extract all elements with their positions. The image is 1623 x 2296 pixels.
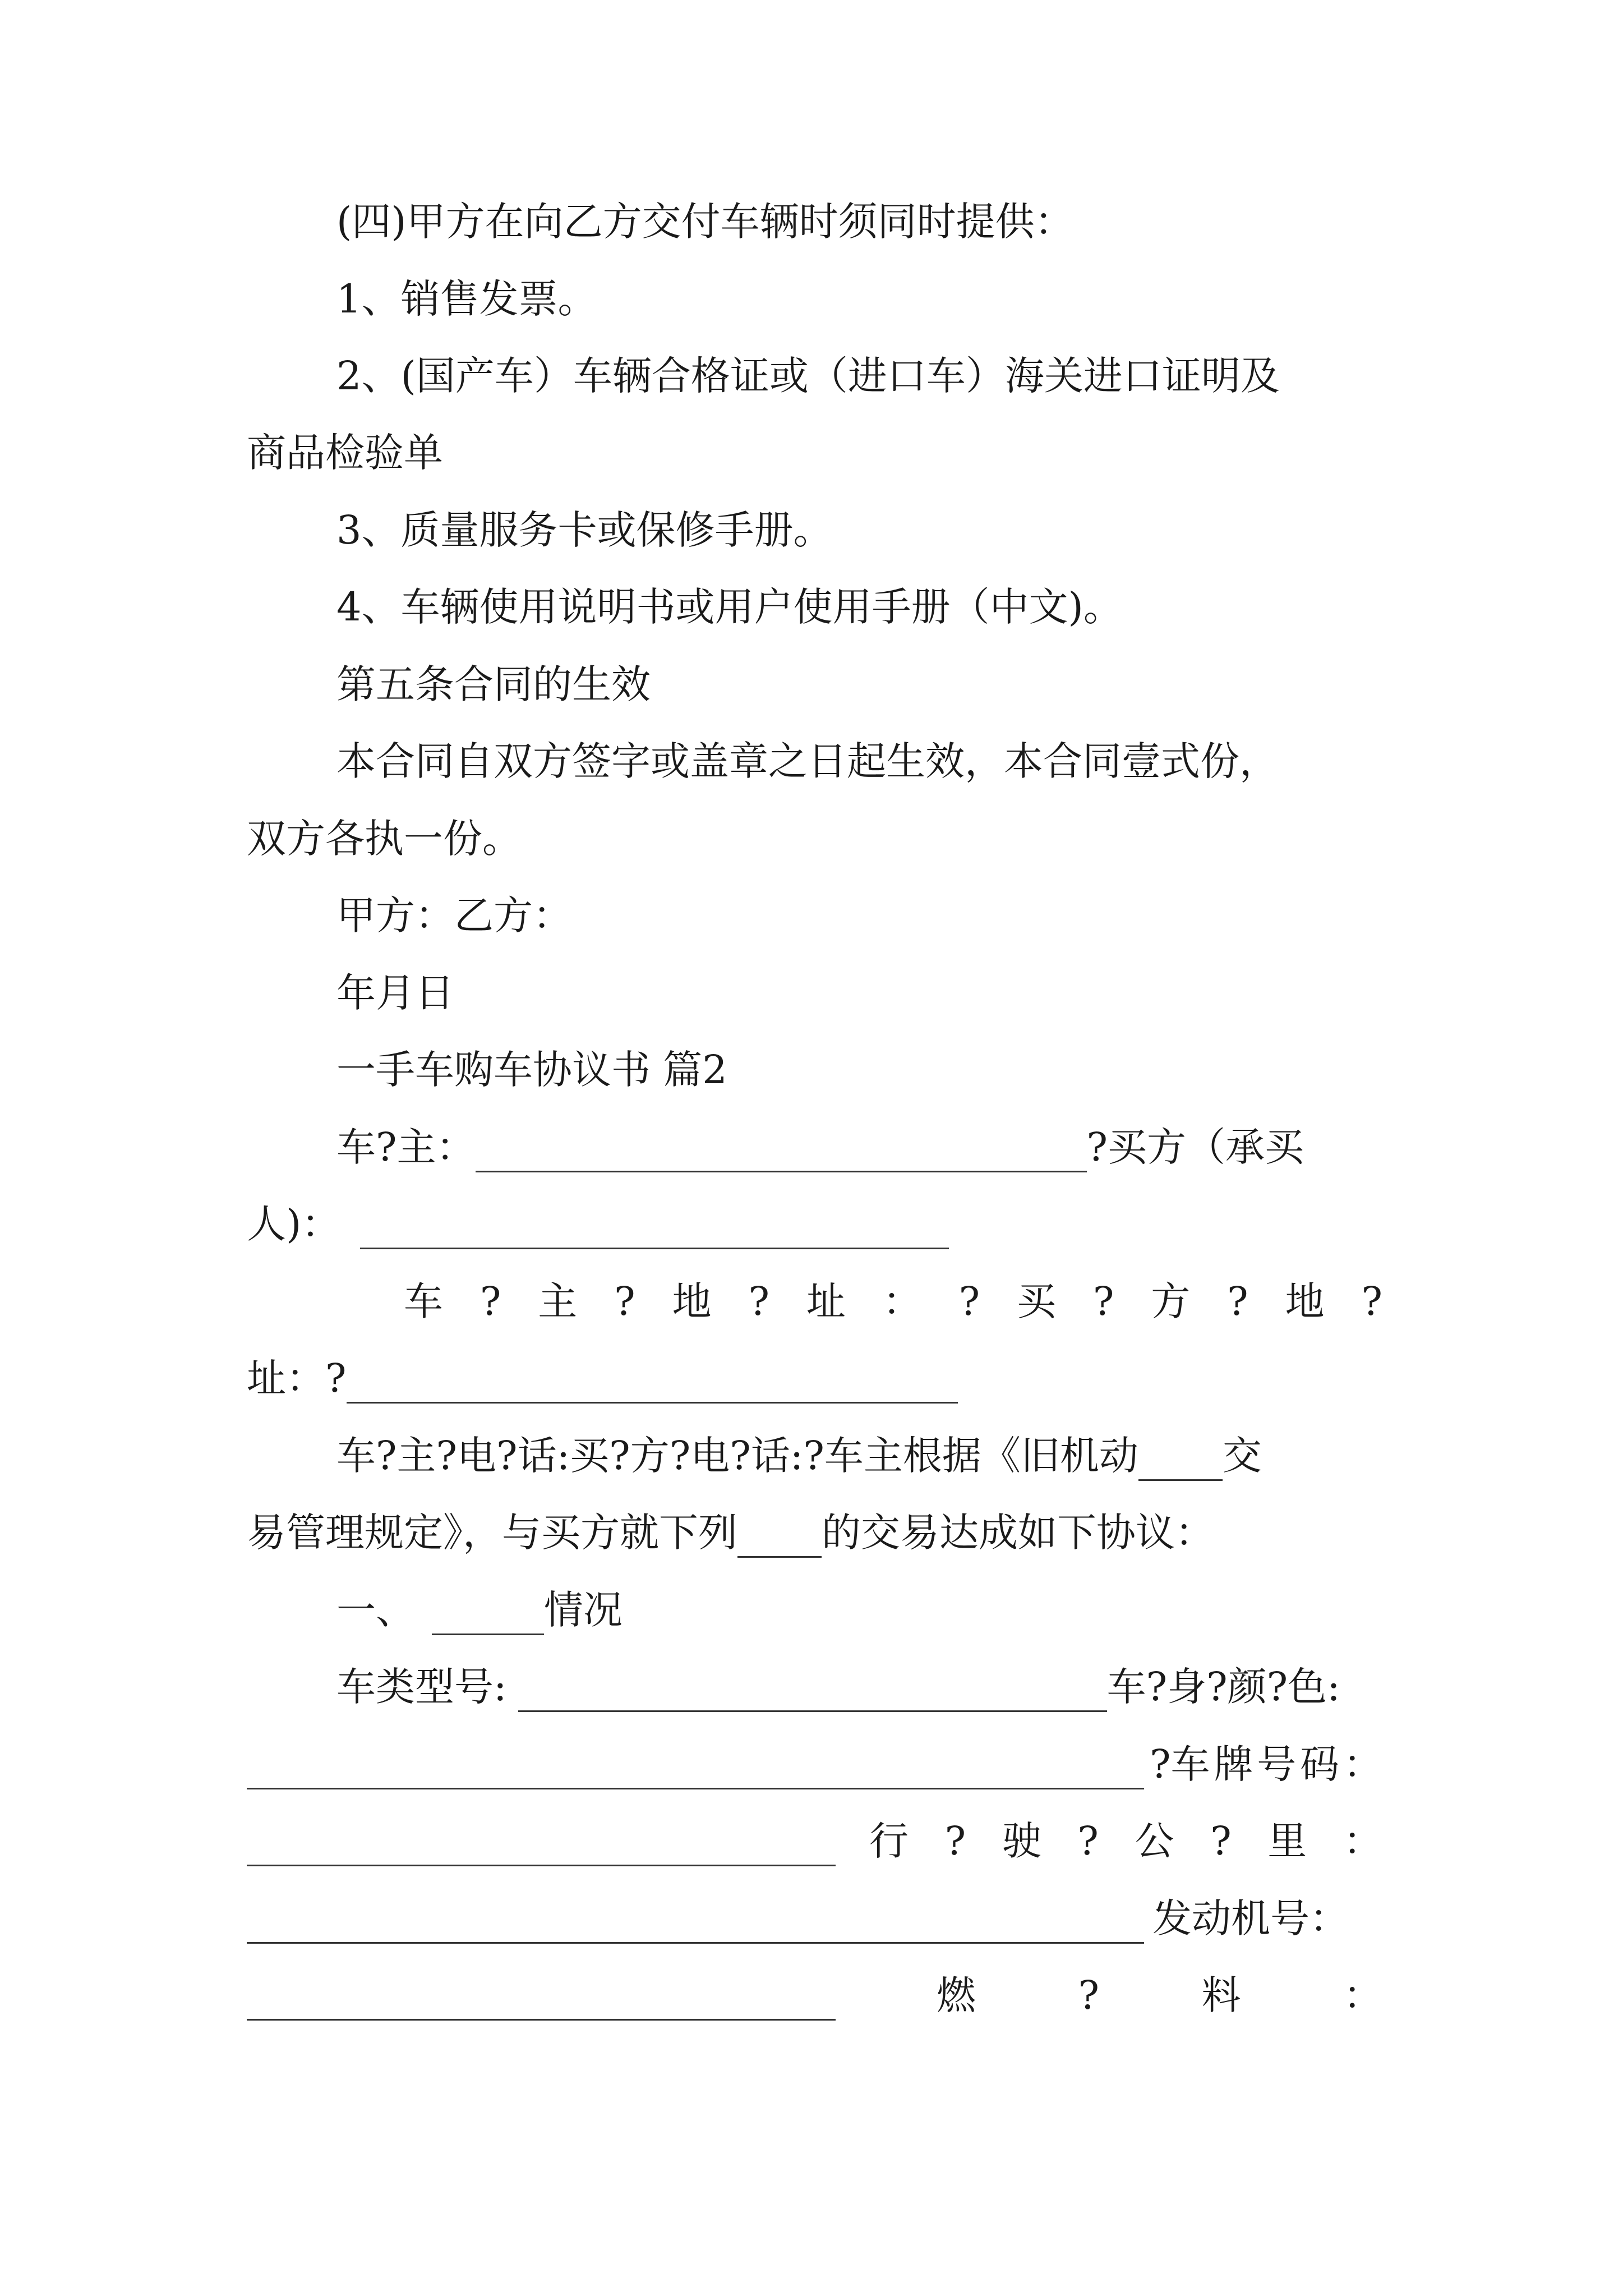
engine-line bbox=[247, 1893, 1382, 1944]
seller-buyer-line bbox=[336, 1122, 1304, 1172]
buyer-line-cont bbox=[247, 1199, 949, 1249]
item-1-blank[interactable] bbox=[432, 1596, 544, 1635]
mileage-blank[interactable] bbox=[247, 1905, 1144, 1944]
item-manual: 4、车辆使用说明书或用户使用手册（中文)。 bbox=[336, 584, 1123, 630]
item-certificate-cont: 商品检验单 bbox=[247, 430, 443, 476]
address-line-cont bbox=[247, 1353, 958, 1404]
address-label-cont: 址：? bbox=[247, 1355, 347, 1401]
item-certificate: 2、(国产车）车辆合格证或（进口车）海关进口证明及 bbox=[336, 353, 1280, 399]
plate-blank[interactable] bbox=[247, 1828, 836, 1866]
agreement-blank[interactable] bbox=[737, 1519, 822, 1558]
effect-clause-cont: 双方各执一份。 bbox=[247, 816, 522, 862]
address-blank[interactable] bbox=[347, 1365, 958, 1404]
mileage-line: 行 ? 驶 ? 公 ? 里 ： bbox=[247, 1816, 1382, 1866]
article-5-heading: 第五条合同的生效 bbox=[336, 661, 651, 707]
vehicle-model-line bbox=[336, 1662, 1340, 1712]
clause-4-heading: (四)甲方在向乙方交付车辆时须同时提供： bbox=[336, 199, 1074, 245]
item-1-heading: 一、 情况 bbox=[336, 1585, 623, 1635]
buyer-label-cont: 人)： bbox=[247, 1201, 341, 1247]
agreement-line: 易管理规定》，与买方就下列 的交易达成如下协议： bbox=[247, 1507, 1214, 1558]
address-line: 车 ? 主 ? 地 ? 址 ： ? 买 ? 方 ? 地 ? bbox=[404, 1278, 1382, 1324]
buyer-blank[interactable] bbox=[360, 1211, 949, 1249]
signature-date: 年月日 bbox=[336, 970, 454, 1016]
seller-label: 车?主： bbox=[336, 1124, 476, 1170]
phone-line: 车?主?电?话:买?方?电?话:?车主根据《旧机动 交 bbox=[336, 1430, 1262, 1481]
buyer-label: ?买方（承买 bbox=[1086, 1124, 1304, 1170]
section-title: 一手车购车协议书 篇2 bbox=[336, 1047, 727, 1093]
engine-label: 发动机号： bbox=[1152, 1895, 1349, 1941]
vehicle-model-label: 车类型号: bbox=[336, 1664, 507, 1710]
item-warranty: 3、质量服务卡或保修手册。 bbox=[336, 507, 833, 553]
vehicle-model-blank[interactable] bbox=[518, 1673, 1107, 1712]
effect-clause: 本合同自双方签字或盖章之日起生效，本合同壹式份， bbox=[336, 738, 1279, 784]
phone-blank[interactable] bbox=[1138, 1442, 1223, 1481]
color-blank[interactable] bbox=[247, 1751, 1144, 1789]
plate-line: ?车 牌 号 码 ： bbox=[247, 1739, 1382, 1789]
color-label: 车?身?颜?色: bbox=[1106, 1664, 1340, 1710]
seller-blank[interactable] bbox=[476, 1134, 1087, 1172]
fuel-line: 燃 ? 料 ： bbox=[247, 1970, 1382, 2021]
item-sales-invoice: 1、销售发票。 bbox=[336, 276, 597, 322]
engine-blank[interactable] bbox=[247, 1982, 836, 2021]
signature-parties: 甲方：乙方： bbox=[336, 892, 572, 938]
